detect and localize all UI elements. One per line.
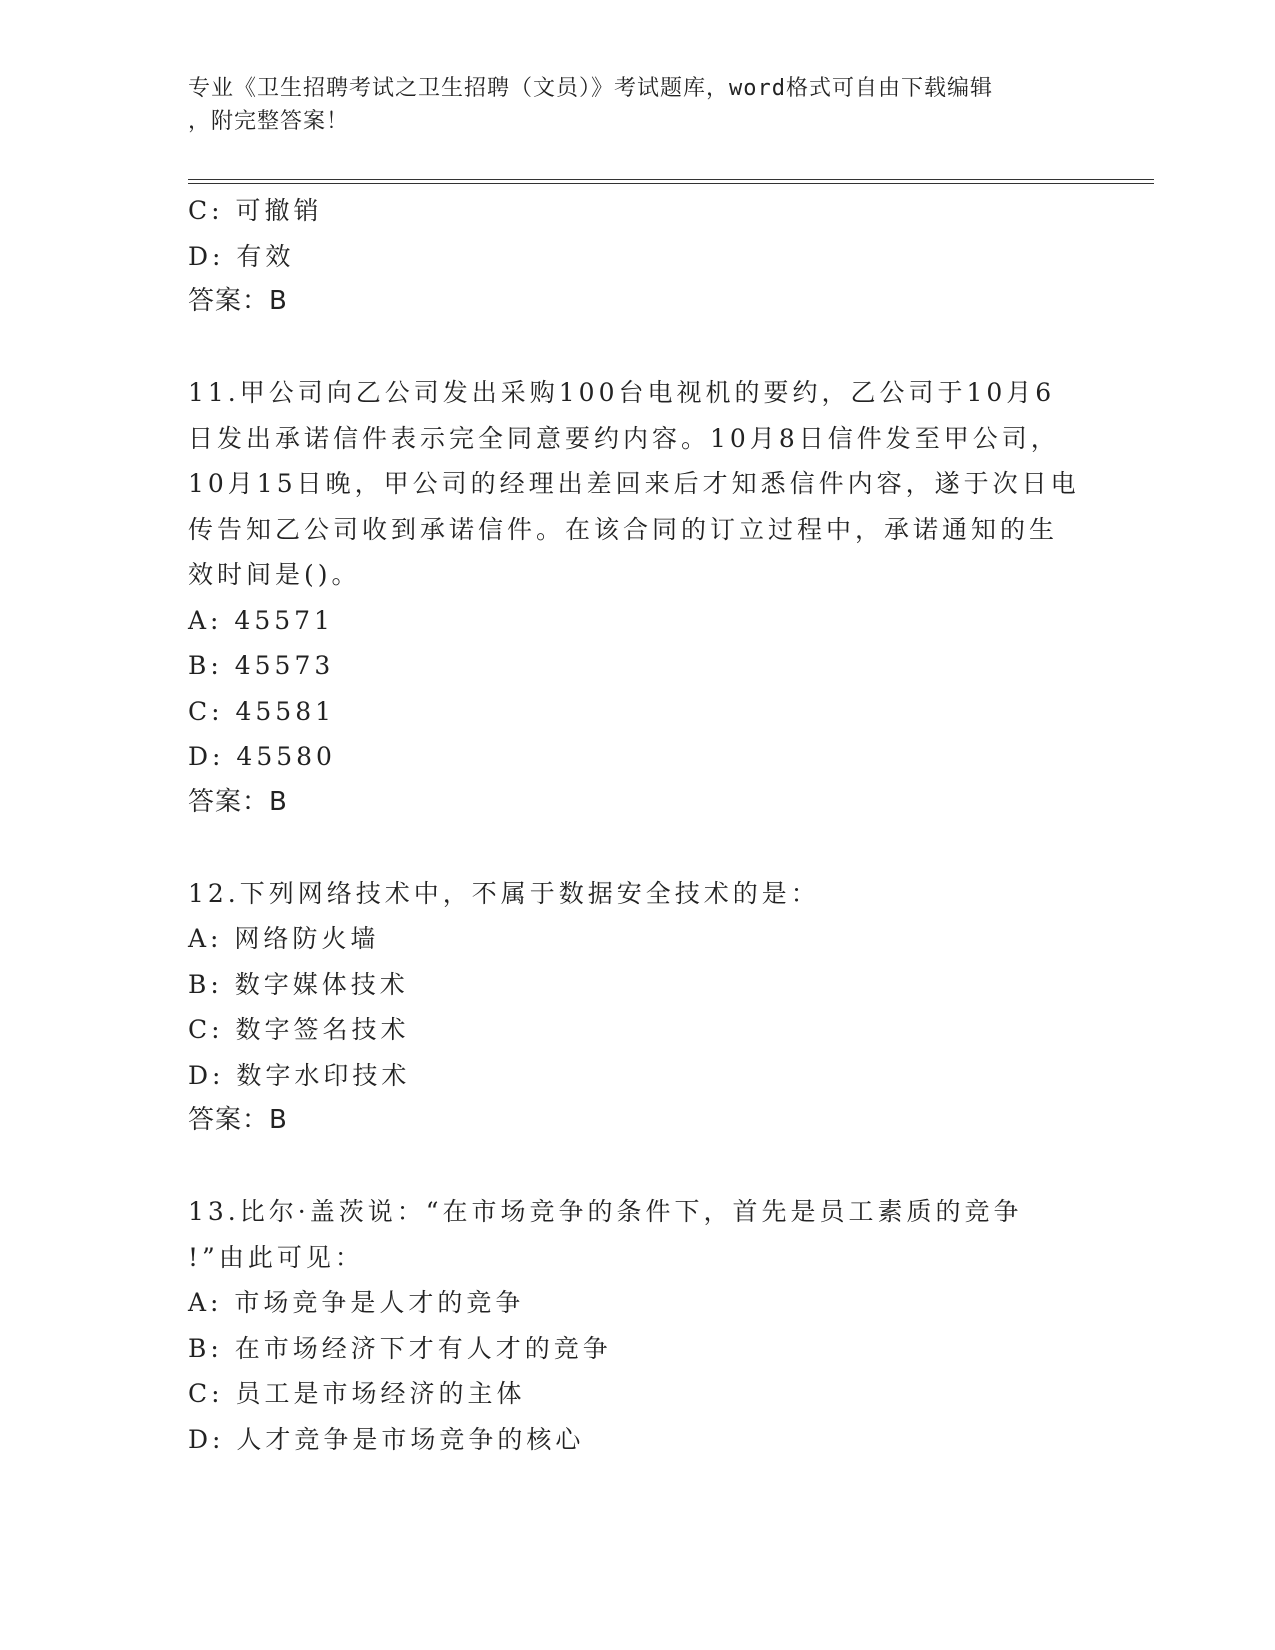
option-c: C: 数字签名技术 [188,1015,410,1044]
question-stem-line: 日发出承诺信件表示完全同意要约内容。10月8日信件发至甲公司， [188,423,1060,453]
question-stem-line: 传告知乙公司收到承诺信件。在该合同的订立过程中，承诺通知的生 [188,514,1059,544]
question-13 [188,1189,1088,1462]
option-c: C: 员工是市场经济的主体 [188,1379,526,1408]
question-12 [188,871,1088,1144]
question-stem-line: !”由此可见： [188,1242,364,1272]
question-stem-line: 13.比尔·盖茨说：“在市场竞争的条件下，首先是员工素质的竞争 [188,1197,1023,1226]
option-a: A: 45571 [188,605,334,635]
question-stem-line: 效时间是()。 [188,560,361,589]
header-divider-top [188,179,1154,180]
option-d: D: 45580 [188,742,336,771]
previous-question-tail [188,188,1088,325]
option-a: A: 网络防火墙 [188,924,380,953]
question-stem-line: 11.甲公司向乙公司发出采购100台电视机的要约，乙公司于10月6 [188,378,1056,407]
option-c: C: 45581 [188,696,336,726]
spacer [188,1144,1088,1190]
header-line-1: 专业《卫生招聘考试之卫生招聘（文员）》考试题库，word格式可自由下载编辑 [188,76,993,101]
question-stem-line: 12.下列网络技术中，不属于数据安全技术的是： [188,878,820,908]
option-c: C: 可撤销 [188,196,323,225]
question-stem-line: 10月15日晚，甲公司的经理出差回来后才知悉信件内容，遂于次日电 [188,469,1080,498]
answer-line: 答案：B [188,1105,288,1135]
question-content [188,188,1088,1462]
option-a: A: 市场竞争是人才的竞争 [188,1288,525,1317]
spacer [188,825,1088,871]
option-d: D: 数字水印技术 [188,1060,411,1090]
answer-line: 答案：B [188,286,288,316]
option-d: D: 有效 [188,241,295,271]
option-d: D: 人才竞争是市场竞争的核心 [188,1424,585,1454]
option-b: B: 45573 [188,651,335,680]
question-11 [188,370,1088,825]
spacer [188,325,1088,371]
option-b: B: 在市场经济下才有人才的竞争 [188,1333,612,1363]
answer-line: 答案：B [188,786,288,817]
header-line-2: ，附完整答案！ [188,109,350,134]
option-b: B: 数字媒体技术 [188,969,409,999]
document-header [188,72,1088,138]
header-divider-bottom [188,183,1154,184]
